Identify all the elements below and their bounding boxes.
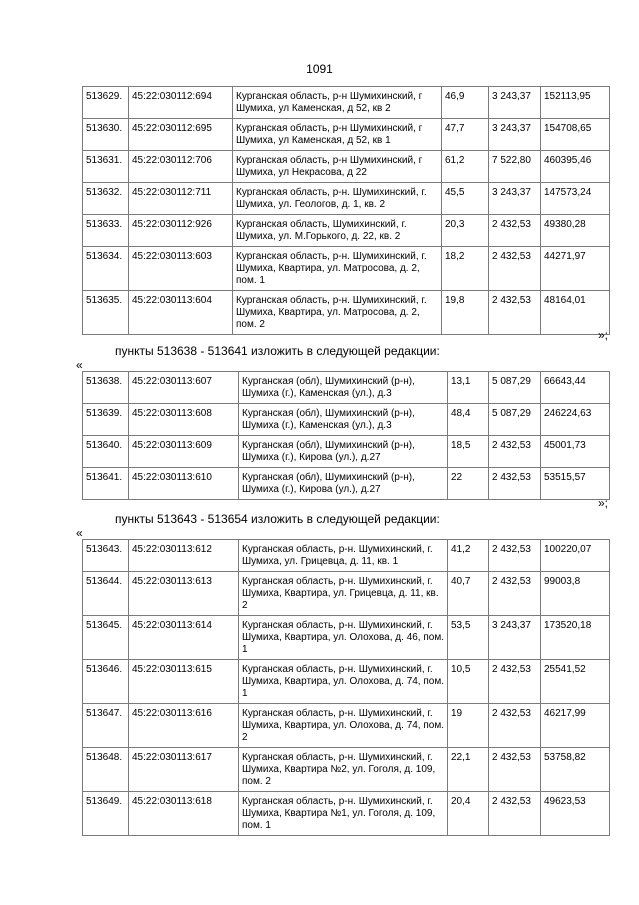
row-number-cell: 513644. [83, 572, 129, 616]
value-cell: 173520,18 [541, 616, 610, 660]
area-cell: 18,5 [448, 436, 489, 468]
rate-cell: 5 087,29 [489, 404, 541, 436]
cadastral-number-cell: 45:22:030113:609 [129, 436, 239, 468]
rate-cell: 7 522,80 [489, 151, 541, 183]
address-cell: Курганская область, р-н. Шумихинский, г. Шумиха, Квартира, ул. Олохова, д. 74, пом. 1 [239, 660, 448, 704]
cadastral-number-cell: 45:22:030113:610 [129, 468, 239, 500]
table-row [83, 468, 610, 500]
area-cell: 20,4 [448, 792, 489, 836]
value-cell: 147573,24 [541, 183, 610, 215]
area-cell: 46,9 [442, 87, 489, 119]
rate-cell: 3 243,37 [489, 119, 541, 151]
rate-cell: 2 432,53 [489, 704, 541, 748]
cadastral-number-cell: 45:22:030113:604 [129, 291, 233, 335]
address-cell: Курганская область, р-н Шумихинский, г Шумиха, ул Каменская, д 52, кв 2 [233, 87, 442, 119]
area-cell: 47,7 [442, 119, 489, 151]
value-cell: 25541,52 [541, 660, 610, 704]
row-number-cell: 513645. [83, 616, 129, 660]
row-number-cell: 513648. [83, 748, 129, 792]
address-cell: Курганская (обл), Шумихинский (р-н), Шумиха (г.), Кирова (ул.), д.27 [239, 468, 448, 500]
area-cell: 10,5 [448, 660, 489, 704]
table-row [83, 436, 610, 468]
value-cell: 152113,95 [541, 87, 610, 119]
row-number-cell: 513632. [83, 183, 129, 215]
row-number-cell: 513635. [83, 291, 129, 335]
table-row [83, 404, 610, 436]
value-cell: 44271,97 [541, 247, 610, 291]
rate-cell: 2 432,53 [489, 540, 541, 572]
address-cell: Курганская область, р-н Шумихинский, г Шумиха, ул Некрасова, д 22 [233, 151, 442, 183]
area-cell: 19 [448, 704, 489, 748]
value-cell: 99003,8 [541, 572, 610, 616]
cadastral-number-cell: 45:22:030113:618 [129, 792, 239, 836]
address-cell: Курганская область, р-н. Шумихинский, г. Шумиха, Квартира, ул. Матросова, д. 2, пом. 1 [233, 247, 442, 291]
value-cell: 246224,63 [541, 404, 610, 436]
cadastral-number-cell: 45:22:030112:926 [129, 215, 233, 247]
value-cell: 100220,07 [541, 540, 610, 572]
registry-table [82, 86, 610, 335]
area-cell: 13,1 [448, 372, 489, 404]
rate-cell: 3 243,37 [489, 183, 541, 215]
table-row [83, 792, 610, 836]
address-cell: Курганская (обл), Шумихинский (р-н), Шумиха (г.), Каменская (ул.), д.3 [239, 372, 448, 404]
value-cell: 46217,99 [541, 704, 610, 748]
table-row [83, 704, 610, 748]
row-number-cell: 513633. [83, 215, 129, 247]
address-cell: Курганская область, р-н Шумихинский, г Шумиха, ул Каменская, д 52, кв 1 [233, 119, 442, 151]
area-cell: 19,8 [442, 291, 489, 335]
value-cell: 66643,44 [541, 372, 610, 404]
value-cell: 53758,82 [541, 748, 610, 792]
area-cell: 22 [448, 468, 489, 500]
row-number-cell: 513643. [83, 540, 129, 572]
rate-cell: 2 432,53 [489, 468, 541, 500]
address-cell: Курганская область, Шумихинский, г. Шумиха, ул. М.Горького, д. 22, кв. 2 [233, 215, 442, 247]
page-number: 1091 [306, 62, 333, 76]
row-number-cell: 513638. [83, 372, 129, 404]
value-cell: 154708,65 [541, 119, 610, 151]
rate-cell: 2 432,53 [489, 748, 541, 792]
cadastral-number-cell: 45:22:030113:616 [129, 704, 239, 748]
area-cell: 45,5 [442, 183, 489, 215]
address-cell: Курганская (обл), Шумихинский (р-н), Шумиха (г.), Каменская (ул.), д.3 [239, 404, 448, 436]
area-cell: 18,2 [442, 247, 489, 291]
rate-cell: 2 432,53 [489, 436, 541, 468]
registry-table [82, 371, 610, 500]
row-number-cell: 513641. [83, 468, 129, 500]
area-cell: 48,4 [448, 404, 489, 436]
address-cell: Курганская область, р-н. Шумихинский, г. Шумиха, ул. Геологов, д. 1, кв. 2 [233, 183, 442, 215]
row-number-cell: 513647. [83, 704, 129, 748]
area-cell: 53,5 [448, 616, 489, 660]
area-cell: 22,1 [448, 748, 489, 792]
amendment-instruction: пункты 513638 - 513641 изложить в следующей редакции: [115, 344, 440, 358]
open-quote: « [76, 526, 83, 540]
area-cell: 41,2 [448, 540, 489, 572]
rate-cell: 2 432,53 [489, 291, 541, 335]
row-number-cell: 513649. [83, 792, 129, 836]
row-number-cell: 513631. [83, 151, 129, 183]
cadastral-number-cell: 45:22:030113:614 [129, 616, 239, 660]
rate-cell: 2 432,53 [489, 660, 541, 704]
cadastral-number-cell: 45:22:030113:617 [129, 748, 239, 792]
cadastral-number-cell: 45:22:030113:608 [129, 404, 239, 436]
value-cell: 45001,73 [541, 436, 610, 468]
rate-cell: 3 243,37 [489, 616, 541, 660]
address-cell: Курганская область, р-н. Шумихинский, г. Шумиха, Квартира, ул. Олохова, д. 74, пом. 2 [239, 704, 448, 748]
area-cell: 61,2 [442, 151, 489, 183]
open-quote: « [76, 358, 83, 372]
value-cell: 53515,57 [541, 468, 610, 500]
closing-mark: »; [598, 496, 609, 510]
address-cell: Курганская область, р-н. Шумихинский, г. Шумиха, Квартира, ул. Олохова, д. 46, пом. 1 [239, 616, 448, 660]
table-row [83, 119, 610, 151]
value-cell: 49380,28 [541, 215, 610, 247]
row-number-cell: 513634. [83, 247, 129, 291]
value-cell: 49623,53 [541, 792, 610, 836]
closing-mark: »; [598, 328, 609, 342]
address-cell: Курганская область, р-н. Шумихинский, г. Шумиха, Квартира №2, ул. Гоголя, д. 109, пом. 2 [239, 748, 448, 792]
rate-cell: 2 432,53 [489, 215, 541, 247]
cadastral-number-cell: 45:22:030112:711 [129, 183, 233, 215]
registry-table [82, 539, 610, 836]
table-row [83, 616, 610, 660]
address-cell: Курганская область, р-н. Шумихинский, г. Шумиха, Квартира, ул. Матросова, д. 2, пом. 2 [233, 291, 442, 335]
row-number-cell: 513639. [83, 404, 129, 436]
row-number-cell: 513630. [83, 119, 129, 151]
address-cell: Курганская область, р-н. Шумихинский, г. Шумиха, ул. Грицевца, д. 11, кв. 1 [239, 540, 448, 572]
address-cell: Курганская область, р-н. Шумихинский, г. Шумиха, Квартира №1, ул. Гоголя, д. 109, пом. 1 [239, 792, 448, 836]
rate-cell: 5 087,29 [489, 372, 541, 404]
area-cell: 20,3 [442, 215, 489, 247]
cadastral-number-cell: 45:22:030113:612 [129, 540, 239, 572]
cadastral-number-cell: 45:22:030113:613 [129, 572, 239, 616]
cadastral-number-cell: 45:22:030112:706 [129, 151, 233, 183]
value-cell: 48164,01 [541, 291, 610, 335]
rate-cell: 2 432,53 [489, 247, 541, 291]
table-row [83, 372, 610, 404]
rate-cell: 2 432,53 [489, 572, 541, 616]
row-number-cell: 513629. [83, 87, 129, 119]
cadastral-number-cell: 45:22:030112:695 [129, 119, 233, 151]
address-cell: Курганская область, р-н. Шумихинский, г. Шумиха, Квартира, ул. Грицевца, д. 11, кв. 2 [239, 572, 448, 616]
row-number-cell: 513640. [83, 436, 129, 468]
table-row [83, 183, 610, 215]
table-row [83, 151, 610, 183]
table-row [83, 87, 610, 119]
rate-cell: 2 432,53 [489, 792, 541, 836]
rate-cell: 3 243,37 [489, 87, 541, 119]
table-row [83, 748, 610, 792]
address-cell: Курганская (обл), Шумихинский (р-н), Шумиха (г.), Кирова (ул.), д.27 [239, 436, 448, 468]
value-cell: 460395,46 [541, 151, 610, 183]
cadastral-number-cell: 45:22:030113:607 [129, 372, 239, 404]
cadastral-number-cell: 45:22:030113:615 [129, 660, 239, 704]
table-row [83, 572, 610, 616]
area-cell: 40,7 [448, 572, 489, 616]
table-row [83, 247, 610, 291]
table-row [83, 215, 610, 247]
table-row [83, 660, 610, 704]
table-row [83, 540, 610, 572]
table-row [83, 291, 610, 335]
cadastral-number-cell: 45:22:030113:603 [129, 247, 233, 291]
amendment-instruction: пункты 513643 - 513654 изложить в следующей редакции: [115, 512, 440, 526]
row-number-cell: 513646. [83, 660, 129, 704]
cadastral-number-cell: 45:22:030112:694 [129, 87, 233, 119]
